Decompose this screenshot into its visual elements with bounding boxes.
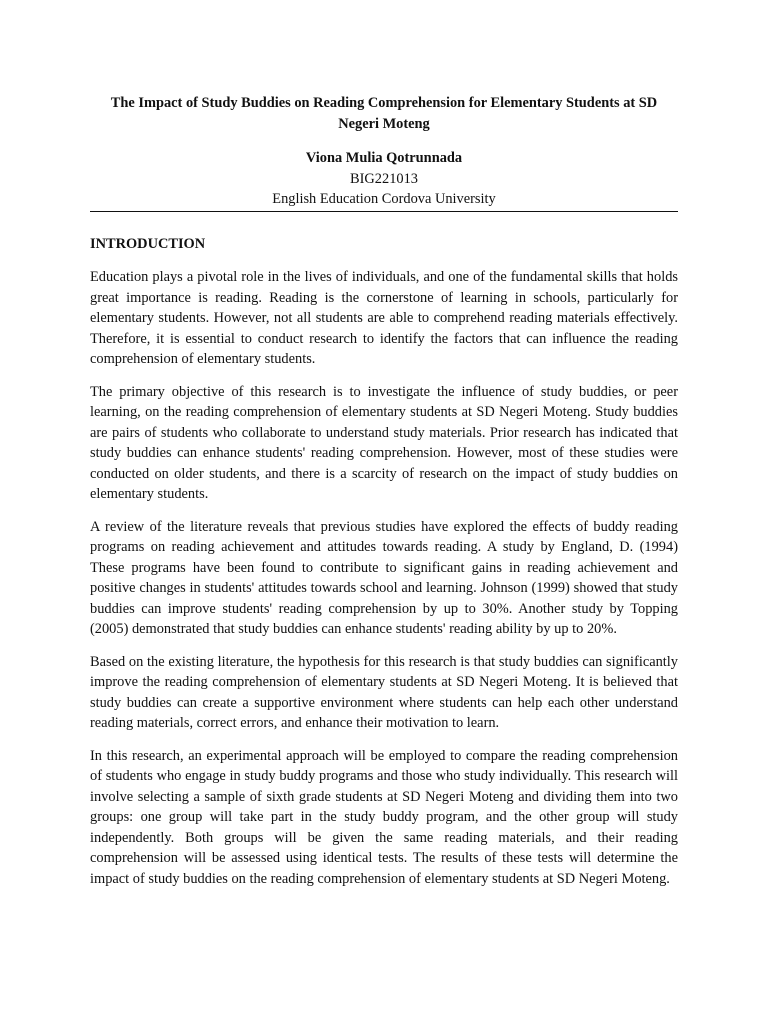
section-heading: INTRODUCTION (90, 235, 206, 252)
document-page (90, 93, 678, 889)
document-title: The Impact of Study Buddies on Reading Comprehension for Elementary Students at SD Negeri Moteng (110, 95, 658, 132)
affiliation: English Education Cordova University (272, 191, 496, 207)
paragraph: In this research, an experimental approach will be employed to compare the reading comprehension of students who engage in study buddy programs and those who study individually. This research will involve selecting a sample of sixth grade students at SD Negeri Moteng and dividing them into two groups: one group will take part in the study buddy program, and the other group will study independently. Both groups will be given the same reading materials, and their reading comprehension will be assessed using identical tests. The results of these tests will determine the impact of study buddies on the reading comprehension of elementary students at SD Negeri Moteng. (90, 747, 678, 887)
paragraph: Education plays a pivotal role in the lives of individuals, and one of the fundamental skills that holds great importance is reading. Reading is the cornerstone of learning in schools, particularly for elementary students. However, not all students are able to comprehend reading materials effectively. Therefore, it is essential to conduct research to identify the factors that can influence the reading comprehension of elementary students. (90, 269, 678, 367)
author-name: Viona Mulia Qotrunnada (305, 150, 463, 166)
paragraph: The primary objective of this research is to investigate the influence of study buddies, or peer learning, on the reading comprehension of elementary students at SD Negeri Moteng. Study buddies are pairs of students who collaborate to understand study materials. Prior research has indicated that study buddies can enhance students' reading comprehension. However, most of these studies were conducted on older students, and there is a scarcity of research on the impact of study buddies on elementary students. (90, 383, 678, 502)
student-id: BIG221013 (350, 170, 418, 187)
paragraph: A review of the literature reveals that previous studies have explored the effects of buddy reading programs on reading achievement and attitudes towards reading. A study by England, D. (1994) These programs have been found to contribute to significant gains in reading achievement and positive changes in students' attitudes towards school and learning. Johnson (1999) showed that study buddies can improve students' reading comprehension by up to 30%. Another study by Topping (2005) demonstrated that study buddies can enhance students' reading ability by up to 20%. (90, 518, 678, 637)
paragraph: Based on the existing literature, the hypothesis for this research is that study buddies can significantly improve the reading comprehension of elementary students at SD Negeri Moteng. It is believed that study buddies can create a supportive environment where students can help each other understand reading materials, correct errors, and enhance their motivation to learn. (90, 653, 678, 731)
header-divider (90, 211, 678, 212)
